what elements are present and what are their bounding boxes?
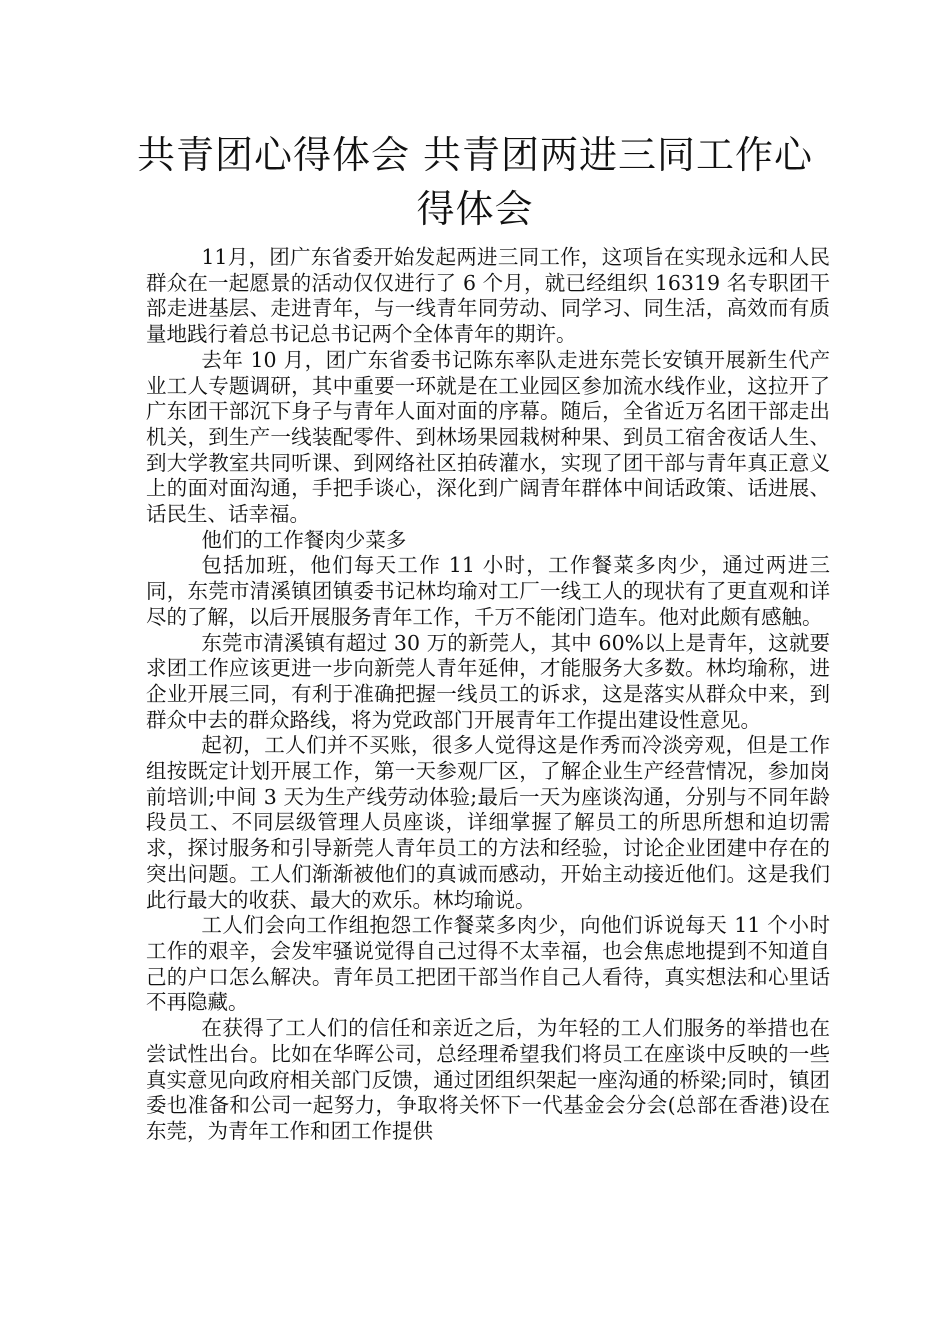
paragraph: 东莞市清溪镇有超过 30 万的新莞人，其中 60%以上是青年，这就要求团工作应该更进一步向新莞人青年延伸，才能服务大多数。林均瑜称，进企业开展三同，有利于准确把握一线员工的诉求，这是落实从群众中来，到群众中去的群众路线，将为党政部门开展青年工作提出建设性意见。 [146,630,830,732]
paragraph: 11月，团广东省委开始发起两进三同工作，这项旨在实现永远和人民群众在一起愿景的活动仅仅进行了 6 个月，就已经组织 16319 名专职团干部走进基层、走进青年，与一线青年同劳动、同学习、同生活，高效而有质量地践行着总书记总书记两个全体青年的期许。 [146,245,830,347]
document-body [146,245,830,1145]
document-title: 共青团心得体会 共青团两进三同工作心得体会 [136,133,814,231]
paragraph: 工人们会向工作组抱怨工作餐菜多肉少，向他们诉说每天 11 个小时工作的艰辛，会发牢骚说觉得自己过得不太幸福，也会焦虑地提到不知道自己的户口怎么解决。青年员工把团干部当作自己人看待，真实想法和心里话不再隐藏。 [146,913,830,1015]
paragraph: 起初，工人们并不买账，很多人觉得这是作秀而冷淡旁观，但是工作组按既定计划开展工作，第一天参观厂区，了解企业生产经营情况，参加岗前培训;中间 3 天为生产线劳动体验;最后一天为座谈沟通，分别与不同年龄段员工、不同层级管理人员座谈，详细掌握了解员工的所思所想和迫切需求，探讨服务和引导新莞人青年员工的方法和经验，讨论企业团建中存在的突出问题。工人们渐渐被他们的真诚而感动，开始主动接近他们。这是我们此行最大的收获、最大的欢乐。林均瑜说。 [146,733,830,912]
paragraph: 他们的工作餐肉少菜多 [201,527,407,552]
paragraph: 去年 10 月，团广东省委书记陈东率队走进东莞长安镇开展新生代产业工人专题调研，其中重要一环就是在工业园区参加流水线作业，这拉开了广东团干部沉下身子与青年人面对面的序幕。随后，全省近万名团干部走出机关，到生产一线装配零件、到林场果园栽树种果、到员工宿舍夜话人生、到大学教室共同听课、到网络社区拍砖灌水，实现了团干部与青年真正意义上的面对面沟通，手把手谈心，深化到广阔青年群体中间话政策、话进展、话民生、话幸福。 [146,347,830,527]
paragraph: 包括加班，他们每天工作 11 小时，工作餐菜多肉少，通过两进三同，东莞市清溪镇团镇委书记林均瑜对工厂一线工人的现状有了更直观和详尽的了解，以后开展服务青年工作，千万不能闭门造车。他对此颇有感触。 [146,553,830,629]
paragraph: 在获得了工人们的信任和亲近之后，为年轻的工人们服务的举措也在尝试性出台。比如在华晖公司，总经理希望我们将员工在座谈中反映的一些真实意见向政府相关部门反馈，通过团组织架起一座沟通的桥梁;同时，镇团委也准备和公司一起努力，争取将关怀下一代基金会分会(总部在香港)设在东莞，为青年工作和团工作提供 [146,1016,830,1143]
